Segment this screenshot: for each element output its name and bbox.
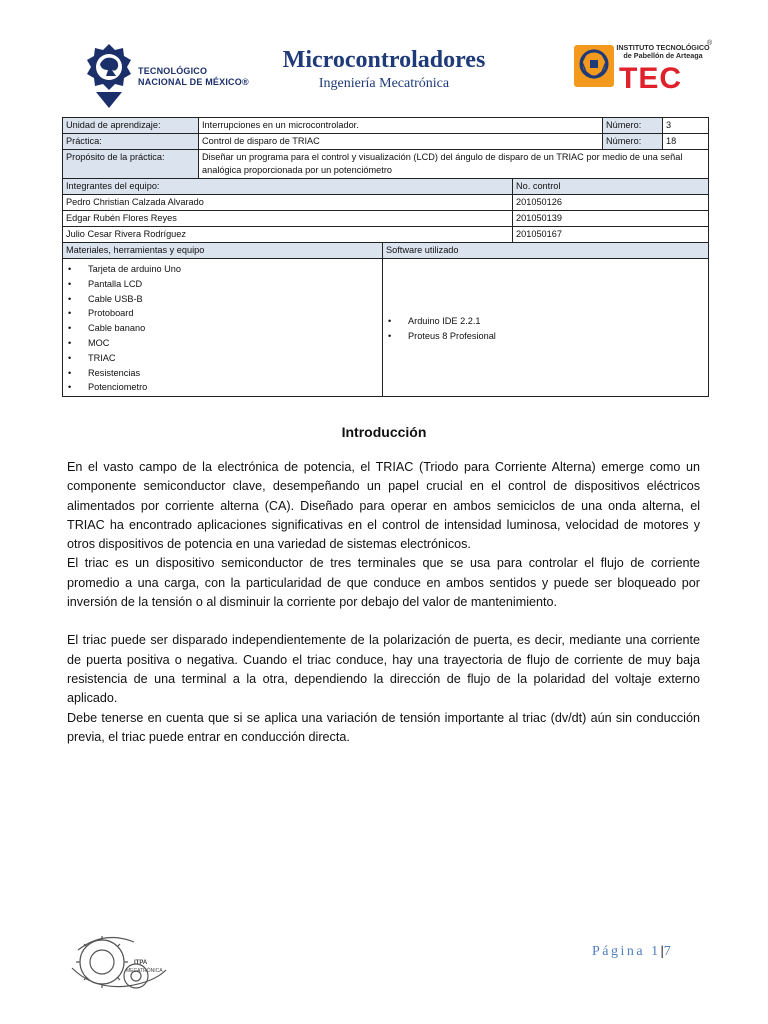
member-name: Edgar Rubén Flores Reyes [63,211,513,227]
list-item: • Cable USB-B [88,292,379,307]
list-item: • Resistencias [88,366,379,381]
footer-logo-line1: ITPA [134,960,148,966]
tecnm-seal-icon [86,42,132,110]
page-label: Página [592,944,646,959]
row-materials-header [63,243,709,259]
tecnm-logo-line2: NACIONAL DE MÉXICO® [138,77,249,87]
title-block [234,46,534,92]
itpa-wordmark: TEC [619,62,682,95]
page-total: 7 [663,944,674,959]
list-item: • Potenciometro [88,380,379,395]
page-title: Microcontroladores [282,47,486,73]
unidad-value: Interrupciones en un microcontrolador. [199,118,603,134]
row-practica [63,134,709,150]
numero-label: Número: [603,118,663,134]
member-control: 201050139 [513,211,709,227]
member-row [63,195,709,211]
intro-paragraph-2: El triac es un dispositivo semiconductor de tres terminales que se usa para controlar el flujo de corriente promedio a una carga, con la particularidad de que conduce en ambos sentidos y puede ser bloqueado por inversión de la tensión o al disminuir la corriente por debajo del valor de mantenimiento. [67,556,700,610]
member-control: 201050126 [513,195,709,211]
intro-body [67,458,700,747]
numero-label: Número: [603,134,663,150]
itpa-badge-icon [573,44,615,88]
proposito-label: Propósito de la práctica: [63,150,199,179]
software-cell [383,259,709,397]
proposito-value: Diseñar un programa para el control y visualización (LCD) del ángulo de disparo de un TRIAC por medio de una señal analógica proporcionada por un potenciómetro [199,150,709,179]
page-subtitle: Ingeniería Mecatrónica [318,76,450,91]
unidad-label: Unidad de aprendizaje: [63,118,199,134]
itpa-logo [573,40,713,96]
itpa-institution-name [613,44,713,60]
itpa-line1: INSTITUTO TECNOLÓGICO [616,43,710,52]
numero-value: 3 [663,118,709,134]
integrantes-header: Integrantes del equipo: [63,179,513,195]
member-row [63,227,709,243]
gear-icon [64,928,174,998]
tecnm-logo-text [138,66,249,88]
tecnm-logo [86,42,249,112]
itpa-line2: de Pabellón de Arteaga [623,51,703,60]
list-item: • TRIAC [88,351,379,366]
list-item: • Protoboard [88,306,379,321]
software-list [386,314,705,344]
control-header: No. control [513,179,709,195]
row-integrantes-header [63,179,709,195]
section-title: Introducción [341,424,427,440]
software-header: Software utilizado [383,243,709,259]
intro-paragraph-4: Debe tenerse en cuenta que si se aplica una variación de tensión importante al triac (dv/dt) aún sin conducción previa, el triac puede entrar en conducción directa. [67,710,700,744]
registered-mark: ® [707,40,713,47]
practica-value: Control de disparo de TRIAC [199,134,603,150]
practica-label: Práctica: [63,134,199,150]
page-header [0,0,768,115]
intro-paragraph-3: El triac puede ser disparado independientemente de la polarización de puerta, es decir, mediante una corriente de puerta positiva o negativa. Cuando el triac conduce, hay una trayectoria de flujo de corriente de muy baja resistencia de una terminal a la otra, dependiendo la dirección de flujo de la polaridad del voltaje externo aplicado. [67,633,700,706]
list-item: • Tarjeta de arduino Uno [88,262,379,277]
page-separator: | [660,944,664,959]
row-proposito [63,150,709,179]
list-item: • MOC [88,336,379,351]
list-item: • Cable banano [88,321,379,336]
list-item: • Arduino IDE 2.2.1 [408,314,705,329]
page-number [592,944,673,960]
numero-value: 18 [663,134,709,150]
row-materials [63,259,709,397]
member-name: Pedro Christian Calzada Alvarado [63,195,513,211]
materials-cell [63,259,383,397]
practice-info-table [62,117,709,397]
list-item: • Pantalla LCD [88,277,379,292]
intro-paragraph-1: En el vasto campo de la electrónica de potencia, el TRIAC (Triodo para Corriente Alterna) emerge como un componente semiconductor clave, desempeñando un papel crucial en el control de dispositivos eléctricos alimentados por corriente alterna (CA). Diseñado para operar en ambos semiciclos de una onda alterna, el TRIAC ha encontrado aplicaciones significativas en el control de intensidad luminosa, velocidad de motores y otros dispositivos de potencia en una variedad de sistemas electrónicos. [67,460,700,552]
materials-header: Materiales, herramientas y equipo [63,243,383,259]
row-unidad [63,118,709,134]
page-current: 1 [651,944,661,959]
list-item: • Proteus 8 Profesional [408,329,705,344]
tecnm-logo-line1: TECNOLÓGICO [138,66,208,76]
footer-gear-logo [64,928,174,998]
footer-logo-line2: MECATRÓNICA [126,968,163,974]
materials-list [66,262,379,395]
member-control: 201050167 [513,227,709,243]
member-row [63,211,709,227]
member-name: Julio Cesar Rivera Rodríguez [63,227,513,243]
